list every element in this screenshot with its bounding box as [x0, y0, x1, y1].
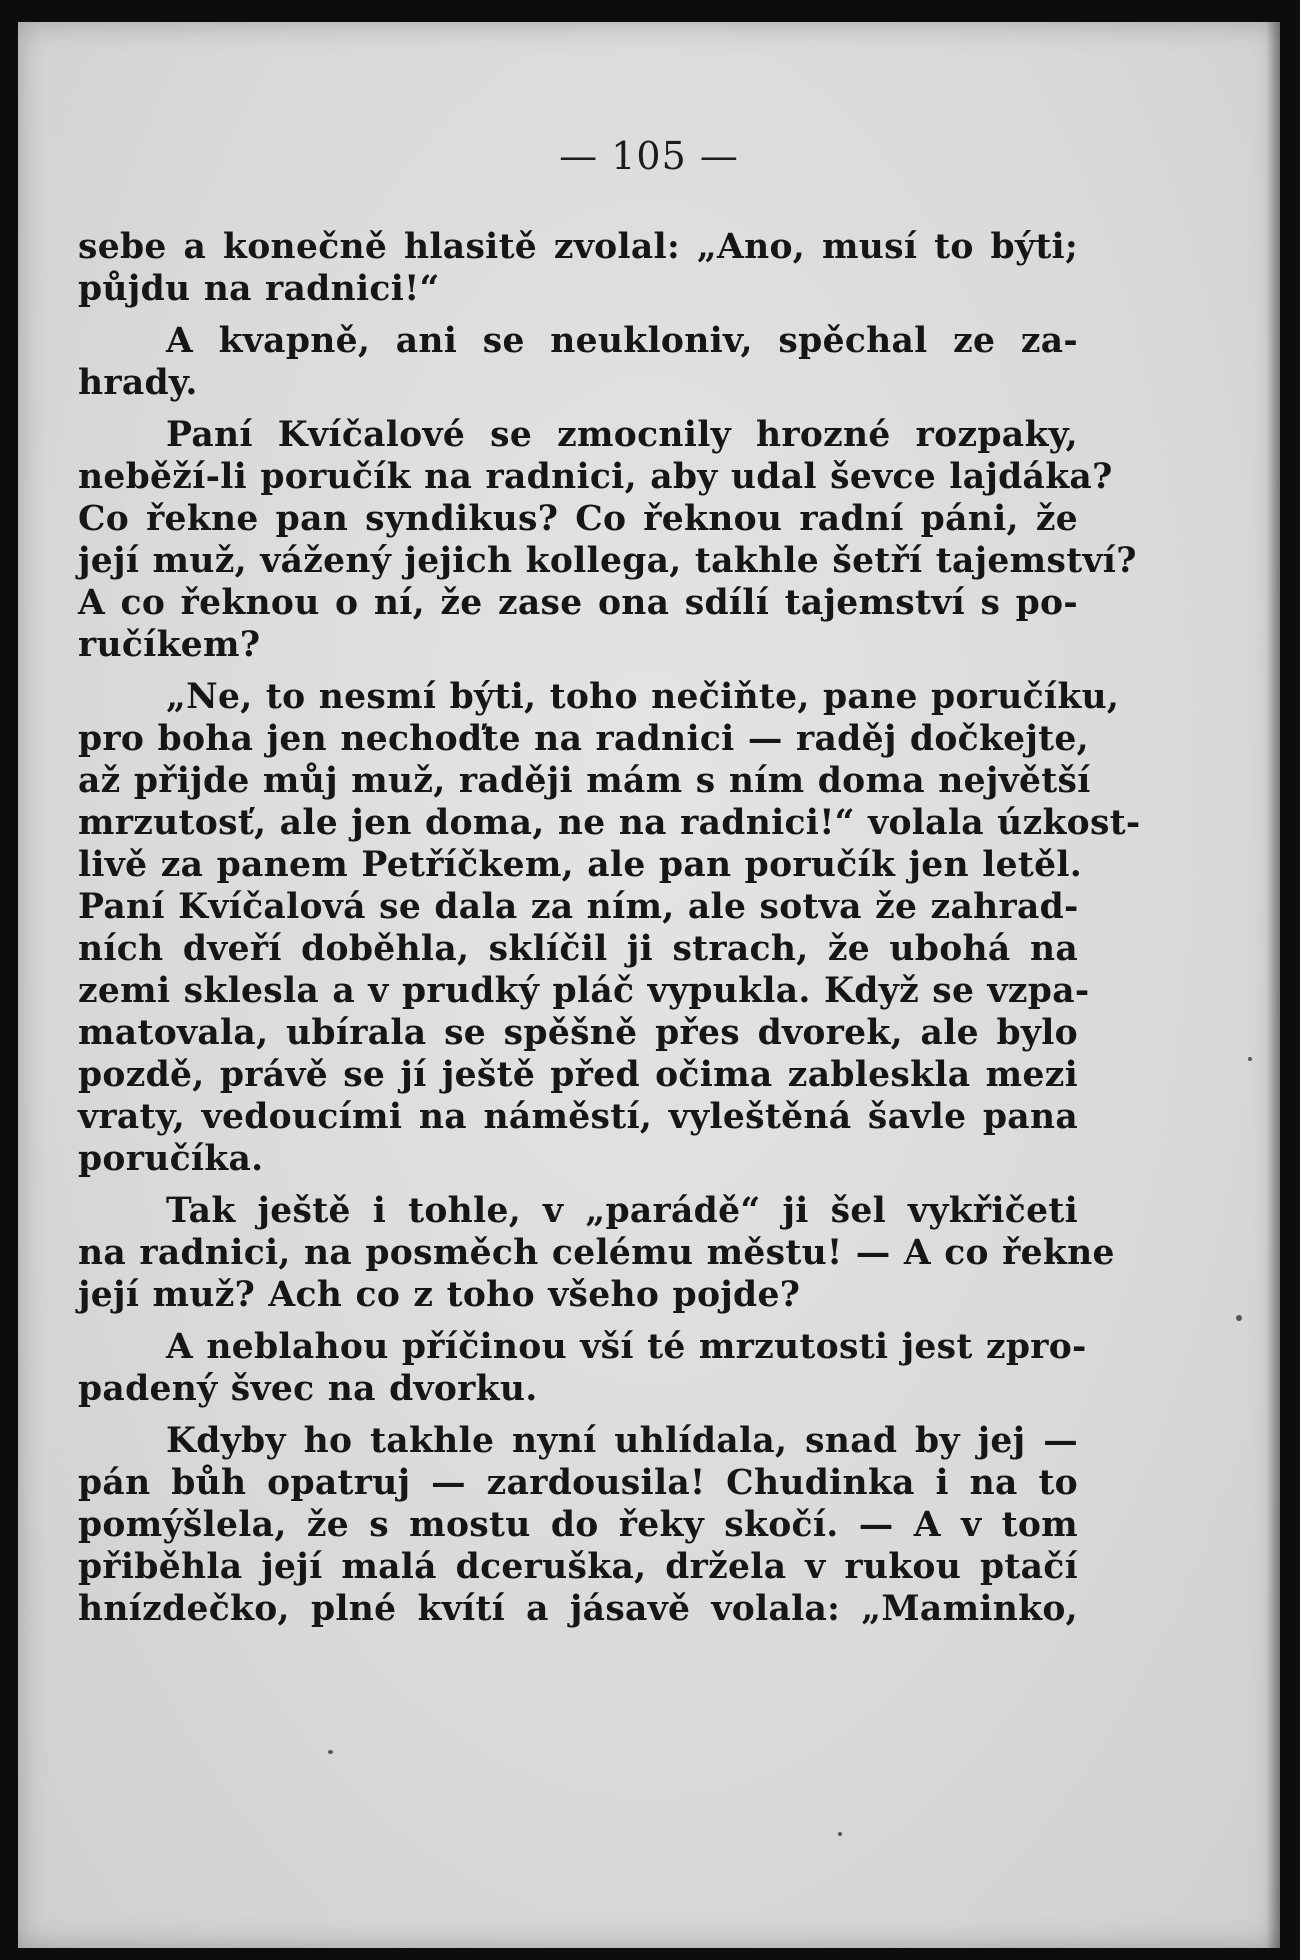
- text-line: přiběhla její malá dceruška, držela v rukou ptačí: [78, 1547, 1078, 1587]
- text-line: neběží-li poručík na radnici, aby udal ševce lajdáka?: [78, 457, 1113, 497]
- paper-speck: [1248, 1057, 1252, 1061]
- text-line: její muž, vážený jejich kollega, takhle šetří tajemství?: [78, 541, 1137, 581]
- text-line: A kvapně, ani se neukloniv, spěchal ze za-: [166, 321, 1078, 361]
- text-line: na radnici, na posměch celému městu! — A co řekne: [78, 1233, 1115, 1273]
- text-line: padený švec na dvorku.: [78, 1369, 538, 1409]
- text-line: Kdyby ho takhle nyní uhlídala, snad by jej —: [166, 1421, 1078, 1461]
- text-line: poručíka.: [78, 1139, 264, 1179]
- paper-speck: [328, 1750, 333, 1754]
- text-line: pomýšlela, že s mostu do řeky skočí. — A v tom: [78, 1505, 1078, 1545]
- text-line: hrady.: [78, 363, 198, 403]
- text-line: pozdě, právě se jí ještě před očima zablesklа mezi: [78, 1055, 1078, 1095]
- text-line: A neblahou příčinou vší té mrzutosti jest zpro-: [166, 1327, 1087, 1367]
- text-line: její muž? Ach co z toho všeho pojde?: [78, 1275, 801, 1315]
- text-line: Paní Kvíčalové se zmocnily hrozné rozpaky,: [166, 415, 1078, 455]
- text-line: A co řeknou o ní, že zase ona sdílí tajemství s po-: [78, 583, 1078, 623]
- text-line: Co řekne pan syndikus? Co řeknou radní páni, že: [78, 499, 1078, 539]
- page-edge-shadow: [1266, 22, 1280, 1948]
- text-line: půjdu na radnici!“: [78, 269, 440, 309]
- paper-speck: [838, 1832, 842, 1836]
- text-line: zemi sklesla a v prudký pláč vypukla. Když se vzpa-: [78, 971, 1090, 1011]
- text-line: pán bůh opatruj — zardousila! Chudinka i na to: [78, 1463, 1078, 1503]
- text-line: matovala, ubírala se spěšně přes dvorek, ale bylo: [78, 1013, 1078, 1053]
- text-line: mrzutosť, ale jen doma, ne na radnici!“ volala úzkost-: [78, 803, 1141, 843]
- text-line: hnízdečko, plné kvítí a jásavě volala: „Maminko,: [78, 1589, 1078, 1629]
- text-line: „Ne, to nesmí býti, toho nečiňte, pane poručíku,: [166, 677, 1120, 717]
- book-page: [18, 22, 1280, 1948]
- text-line: livě za panem Petříčkem, ale pan poručík jen letěl.: [78, 845, 1083, 885]
- text-line: sebe a konečně hlasitě zvolal: „Ano, musí to býti;: [78, 227, 1078, 267]
- text-line: ručíkem?: [78, 625, 261, 665]
- text-line: až přijde můj muž, raději mám s ním doma největší: [78, 761, 1091, 801]
- page-number: — 105 —: [559, 134, 739, 178]
- paper-speck: [1236, 1315, 1242, 1321]
- text-line: ních dveří doběhla, sklíčil ji strach, že ubohá na: [78, 929, 1078, 969]
- text-line: pro boha jen nechoďte na radnici — raděj dočkejte,: [78, 719, 1089, 759]
- text-line: Tak ještě i tohle, v „parádě“ ji šel vykřičeti: [166, 1191, 1078, 1231]
- text-line: Paní Kvíčalová se dala za ním, ale sotva že zahrad-: [78, 887, 1079, 927]
- text-line: vraty, vedoucími na náměstí, vyleštěná šavle pana: [78, 1097, 1078, 1137]
